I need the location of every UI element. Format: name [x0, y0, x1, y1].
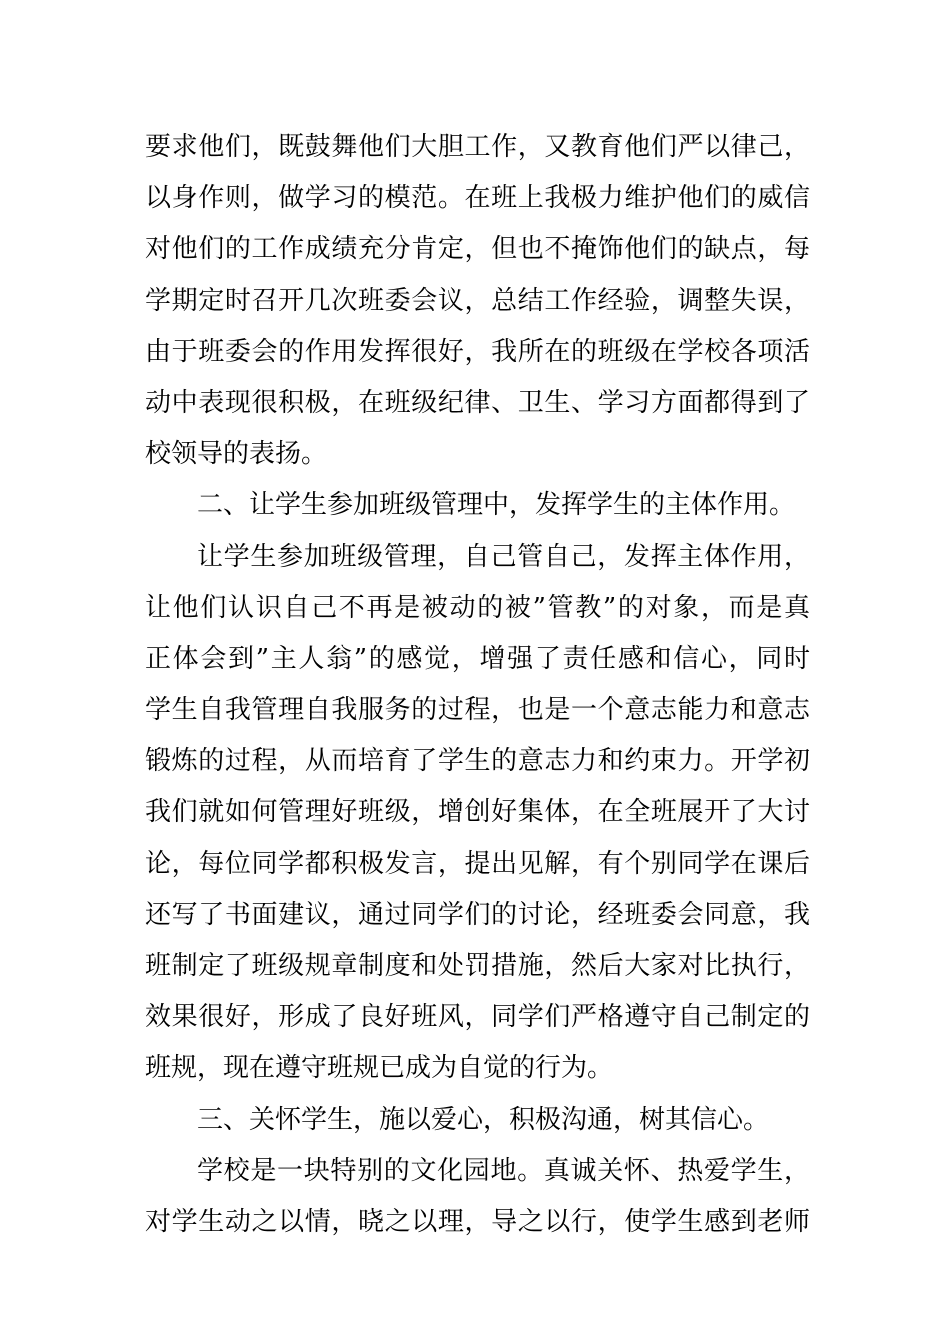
text-line: 班规，现在遵守班规已成为自觉的行为。 — [145, 1053, 614, 1084]
text-line: 锻炼的过程，从而培育了学生的意志力和约束力。开学初 — [145, 746, 810, 777]
text-line: 还写了书面建议，通过同学们的讨论，经班委会同意，我 — [145, 899, 810, 930]
text-line: 我们就如何管理好班级，增创好集体，在全班展开了大讨 — [145, 797, 810, 828]
text-line: 对学生动之以情，晓之以理，导之以行，使学生感到老师 — [145, 1206, 810, 1237]
text-line: 班制定了班级规章制度和处罚措施，然后大家对比执行， — [145, 951, 810, 981]
text-line: 让学生参加班级管理，自己管自己，发挥主体作用， — [197, 541, 810, 572]
text-line: 学期定时召开几次班委会议，总结工作经验，调整失误， — [145, 285, 810, 316]
text-line: 动中表现很积极，在班级纪律、卫生、学习方面都得到了 — [145, 387, 810, 418]
text-line: 学校是一块特别的文化园地。真诚关怀、热爱学生， — [197, 1155, 810, 1186]
text-line: 效果很好，形成了良好班风，同学们严格遵守自己制定的 — [145, 1002, 810, 1033]
text-line: 以身作则，做学习的模范。在班上我极力维护他们的威信 — [145, 183, 810, 214]
document-body — [145, 122, 810, 1248]
text-line: 要求他们，既鼓舞他们大胆工作，又教育他们严以律己， — [145, 132, 810, 162]
text-line: 正体会到”主人翁”的感觉，增强了责任感和信心，同时 — [145, 643, 810, 674]
text-line: 由于班委会的作用发挥很好，我所在的班级在学校各项活 — [145, 336, 810, 367]
text-line: 学生自我管理自我服务的过程，也是一个意志能力和意志 — [145, 695, 810, 726]
section-heading: 三、关怀学生，施以爱心，积极沟通，树其信心。 — [197, 1104, 770, 1135]
text-line: 校领导的表扬。 — [145, 439, 328, 470]
text-line: 让他们认识自己不再是被动的被”管教”的对象，而是真 — [145, 592, 810, 623]
section-heading: 二、让学生参加班级管理中，发挥学生的主体作用。 — [197, 490, 796, 521]
text-line: 论，每位同学都积极发言，提出见解，有个别同学在课后 — [145, 848, 810, 879]
text-line: 对他们的工作成绩充分肯定，但也不掩饰他们的缺点，每 — [145, 234, 810, 265]
